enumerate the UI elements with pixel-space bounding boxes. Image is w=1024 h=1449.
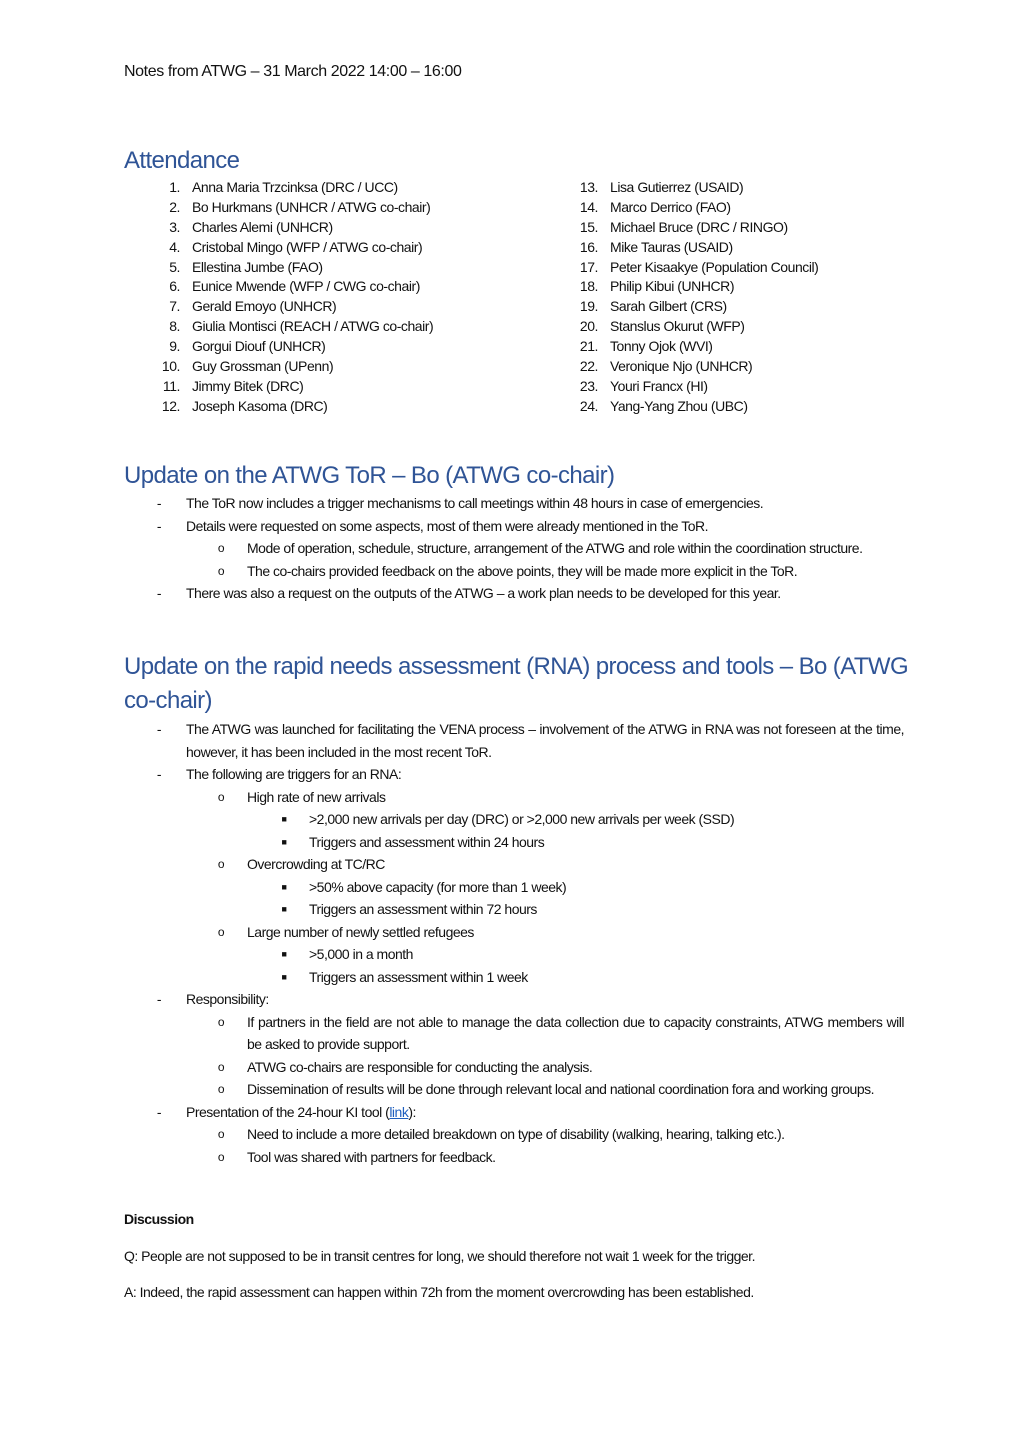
attendee-name: Veronique Njo (UNHCR) [610, 358, 753, 375]
list-item: ■ >5,000 in a month [281, 946, 413, 962]
discussion-heading: Discussion [124, 1211, 194, 1227]
attendee-number: 3. [169, 218, 180, 235]
document-header: Notes from ATWG – 31 March 2022 14:00 – 16:00 [124, 63, 462, 80]
attendee-name: Gerald Emoyo (UNHCR) [192, 298, 337, 315]
attendee-item [148, 178, 433, 198]
attendee-number: 14. [579, 198, 598, 215]
list-item: ■ Triggers an assessment within 1 week [281, 968, 528, 985]
attendee-name: Gorgui Diouf (UNHCR) [192, 338, 326, 355]
attendee-item [566, 317, 818, 337]
list-item: - The ATWG was launched for facilitating the VENA process – involvement of the ATWG in RNA was not foreseen at the time, however, it has been included in the most recent ToR. [156, 721, 904, 760]
attendee-name: Youri Francx (HI) [610, 377, 708, 394]
attendee-item [566, 337, 818, 357]
attendee-name: Jimmy Bitek (DRC) [192, 377, 304, 394]
attendee-name: Joseph Kasoma (DRC) [192, 397, 328, 414]
list-item: - Presentation of the 24-hour KI tool (link): [156, 1103, 416, 1120]
attendee-number: 5. [169, 258, 180, 275]
list-item: o ATWG co-chairs are responsible for conducting the analysis. [217, 1058, 593, 1075]
attendee-name: Giulia Montisci (REACH / ATWG co-chair) [192, 318, 434, 335]
attendee-number: 9. [169, 338, 180, 355]
attendee-item [148, 198, 433, 218]
attendee-item [566, 297, 818, 317]
attendee-item [566, 258, 818, 278]
tor-bullets [124, 492, 904, 605]
attendee-name: Lisa Gutierrez (USAID) [610, 179, 744, 195]
attendee-number: 10. [161, 358, 180, 375]
attendee-number: 17. [579, 258, 598, 275]
list-item: o Overcrowding at TC/RC [217, 856, 385, 872]
attendee-item [148, 277, 433, 297]
attendee-name: Yang-Yang Zhou (UBC) [610, 397, 748, 414]
attendee-name: Bo Hurkmans (UNHCR / ATWG co-chair) [192, 198, 431, 215]
attendee-number: 4. [169, 238, 180, 255]
list-item: - There was also a request on the outputs of the ATWG – a work plan needs to be developed for this year. [156, 585, 781, 601]
attendee-name: Tonny Ojok (WVI) [610, 338, 713, 355]
attendee-number: 12. [161, 397, 180, 414]
rna-bullets [124, 718, 904, 1168]
list-item: - Responsibility: [156, 991, 269, 1007]
ki-tool-link[interactable]: link [389, 1103, 409, 1120]
list-item: ■ >50% above capacity (for more than 1 week) [281, 878, 567, 895]
attendee-item [148, 218, 433, 238]
attendee-number: 7. [169, 298, 180, 315]
attendee-item [148, 317, 433, 337]
attendee-number: 2. [169, 198, 180, 215]
attendee-name: Guy Grossman (UPenn) [192, 358, 334, 375]
attendee-number: 19. [579, 298, 598, 315]
attendee-number: 6. [169, 278, 180, 295]
list-item: o Mode of operation, schedule, structure, arrangement of the ATWG and role within the coordination structure. [217, 540, 863, 556]
attendee-item [566, 397, 818, 417]
list-item: o Need to include a more detailed breakdown on type of disability (walking, hearing, talking etc.). [217, 1126, 785, 1142]
discussion-answer: A: Indeed, the rapid assessment can happen within 72h from the moment overcrowding has been established. [124, 1284, 754, 1300]
attendee-name: Marco Derrico (FAO) [610, 198, 731, 215]
attendee-number: 16. [579, 238, 598, 255]
attendee-item [566, 238, 818, 258]
attendance-list-col2 [566, 178, 818, 417]
list-item: - The following are triggers for an RNA: [156, 766, 402, 782]
attendee-name: Michael Bruce (DRC / RINGO) [610, 218, 788, 235]
attendee-item [566, 277, 818, 297]
list-item: o If partners in the field are not able to manage the data collection due to capacity constraints, ATWG members will be asked to provide support. [217, 1013, 904, 1052]
attendance-heading: Attendance [124, 147, 240, 174]
attendee-number: 21. [579, 338, 598, 355]
list-item: ■ Triggers an assessment within 72 hours [281, 901, 537, 917]
attendee-item [566, 218, 818, 238]
discussion-question: Q: People are not supposed to be in transit centres for long, we should therefore not wait 1 week for the trigger. [124, 1248, 755, 1264]
list-item: ■ Triggers and assessment within 24 hours [281, 833, 545, 850]
attendee-name: Peter Kisaakye (Population Council) [610, 258, 819, 275]
list-item: o High rate of new arrivals [217, 788, 386, 805]
attendee-number: 11. [162, 377, 180, 394]
attendee-number: 22. [579, 358, 598, 375]
attendee-number: 8. [169, 318, 180, 335]
attendee-item [148, 377, 433, 397]
attendee-item [566, 377, 818, 397]
attendee-item [148, 238, 433, 258]
attendee-item [148, 258, 433, 278]
list-item: o The co-chairs provided feedback on the above points, they will be made more explicit in the ToR. [217, 562, 798, 579]
attendee-name: Cristobal Mingo (WFP / ATWG co-chair) [192, 238, 423, 255]
list-item: ■ >2,000 new arrivals per day (DRC) or >2,000 new arrivals per week (SSD) [281, 811, 735, 827]
list-item: - Details were requested on some aspects, most of them were already mentioned in the ToR. [156, 517, 708, 534]
attendee-item [566, 198, 818, 218]
attendee-item [566, 178, 818, 198]
rna-heading: Update on the rapid needs assessment (RNA) process and tools – Bo (ATWG co-chair) [124, 653, 909, 714]
attendee-number: 20. [579, 318, 598, 335]
list-item: - The ToR now includes a trigger mechanisms to call meetings within 48 hours in case of emergencies. [156, 495, 764, 511]
attendee-name: Ellestina Jumbe (FAO) [192, 258, 323, 275]
list-item: o Tool was shared with partners for feedback. [217, 1148, 496, 1165]
attendee-name: Philip Kibui (UNHCR) [610, 278, 735, 295]
attendee-number: 13. [579, 179, 598, 195]
tor-heading: Update on the ATWG ToR – Bo (ATWG co-chair) [124, 462, 615, 489]
attendee-name: Eunice Mwende (WFP / CWG co-chair) [192, 278, 420, 295]
attendee-name: Sarah Gilbert (CRS) [610, 298, 727, 315]
attendee-item [148, 337, 433, 357]
attendee-item [148, 397, 433, 417]
attendee-number: 15. [579, 218, 598, 235]
attendee-name: Stanslus Okurut (WFP) [610, 318, 745, 335]
attendee-number: 23. [579, 377, 598, 394]
attendee-item [148, 297, 433, 317]
attendee-number: 1. [169, 179, 180, 195]
attendee-item [566, 357, 818, 377]
attendee-name: Anna Maria Trzcinksa (DRC / UCC) [192, 179, 398, 195]
list-item: o Dissemination of results will be done through relevant local and national coordination fora and working groups. [217, 1081, 875, 1097]
attendee-number: 18. [579, 278, 598, 295]
attendee-number: 24. [579, 397, 598, 414]
attendance-list-col1 [148, 178, 433, 417]
attendee-name: Charles Alemi (UNHCR) [192, 218, 333, 235]
attendee-name: Mike Tauras (USAID) [610, 238, 733, 255]
attendee-item [148, 357, 433, 377]
list-item: o Large number of newly settled refugees [217, 923, 474, 940]
